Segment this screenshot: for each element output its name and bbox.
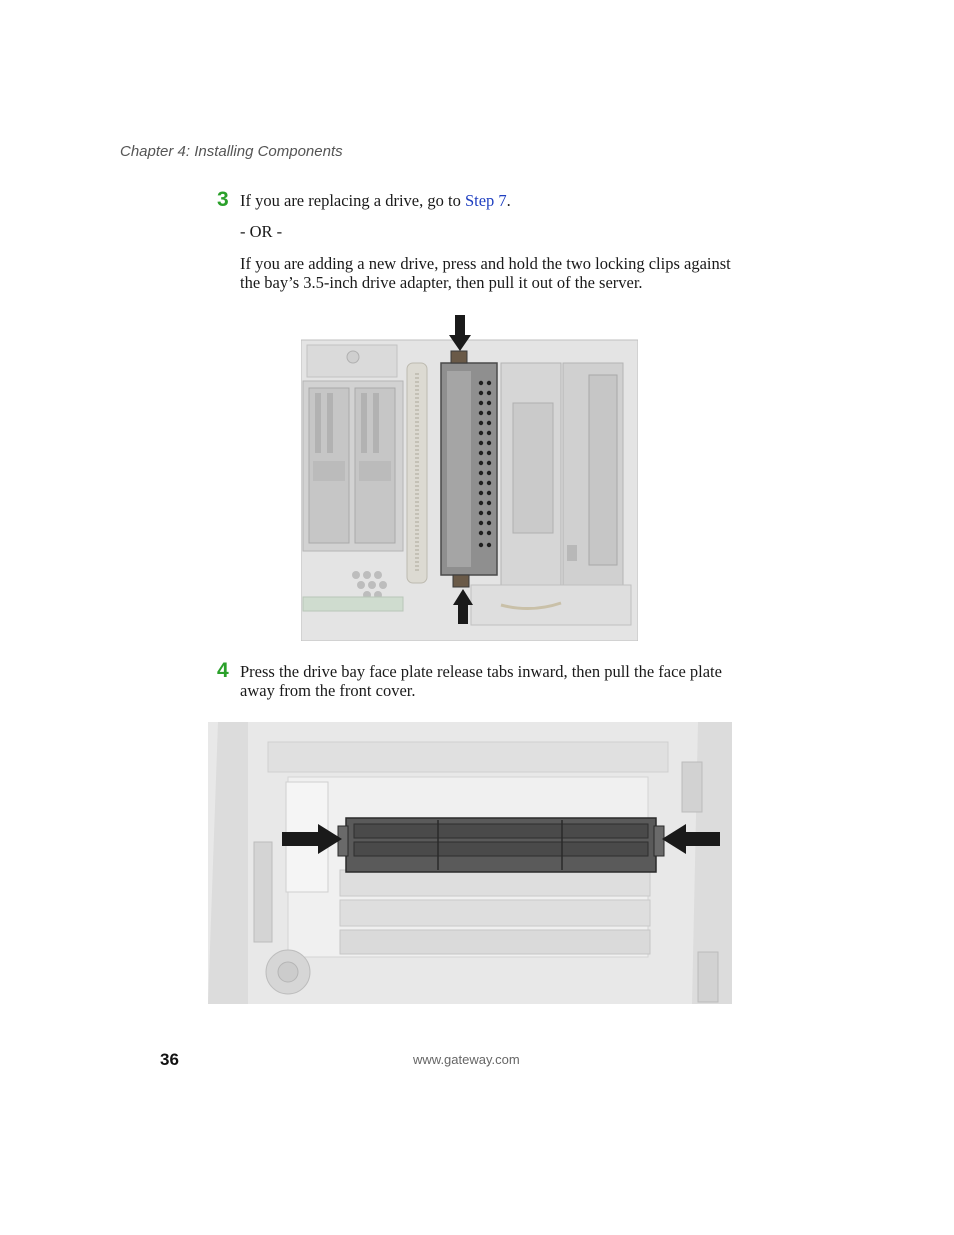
face-plate (338, 818, 664, 872)
step-3-text-before: If you are replacing a drive, go to (240, 191, 465, 210)
step-3-paragraph-line-1: If you are adding a new drive, press and hold the two locking clips against (240, 254, 731, 273)
drive-adapter-figure (301, 313, 638, 646)
top-locking-clip (451, 351, 467, 363)
step-7-link[interactable]: Step 7 (464, 191, 507, 210)
step-4-paragraph (240, 662, 800, 700)
footer-url: www.gateway.com (413, 1052, 520, 1067)
face-plate-illustration (208, 722, 732, 1004)
step-4-paragraph-line-2: away from the front cover. (240, 681, 416, 700)
bottom-locking-clip (453, 575, 469, 587)
step-4-paragraph-line-1: Press the drive bay face plate release tabs inward, then pull the face plate (240, 662, 722, 681)
step-number-3: 3 (217, 188, 229, 211)
page-number: 36 (160, 1050, 179, 1069)
left-release-tab (338, 826, 348, 856)
step-3-instruction (240, 191, 511, 210)
step-3-paragraph (240, 254, 800, 292)
chapter-header: Chapter 4: Installing Components (120, 143, 343, 160)
or-separator: - OR - (240, 222, 283, 241)
step-3-paragraph-line-2: the bay’s 3.5-inch drive adapter, then pull it out of the server. (240, 273, 643, 292)
right-release-tab (654, 826, 664, 856)
step-3-text-after: . (506, 191, 511, 210)
circuit-board (303, 597, 403, 611)
drive-adapter-illustration (301, 313, 638, 641)
step-number-4: 4 (217, 659, 229, 682)
face-plate-figure (208, 722, 732, 1009)
